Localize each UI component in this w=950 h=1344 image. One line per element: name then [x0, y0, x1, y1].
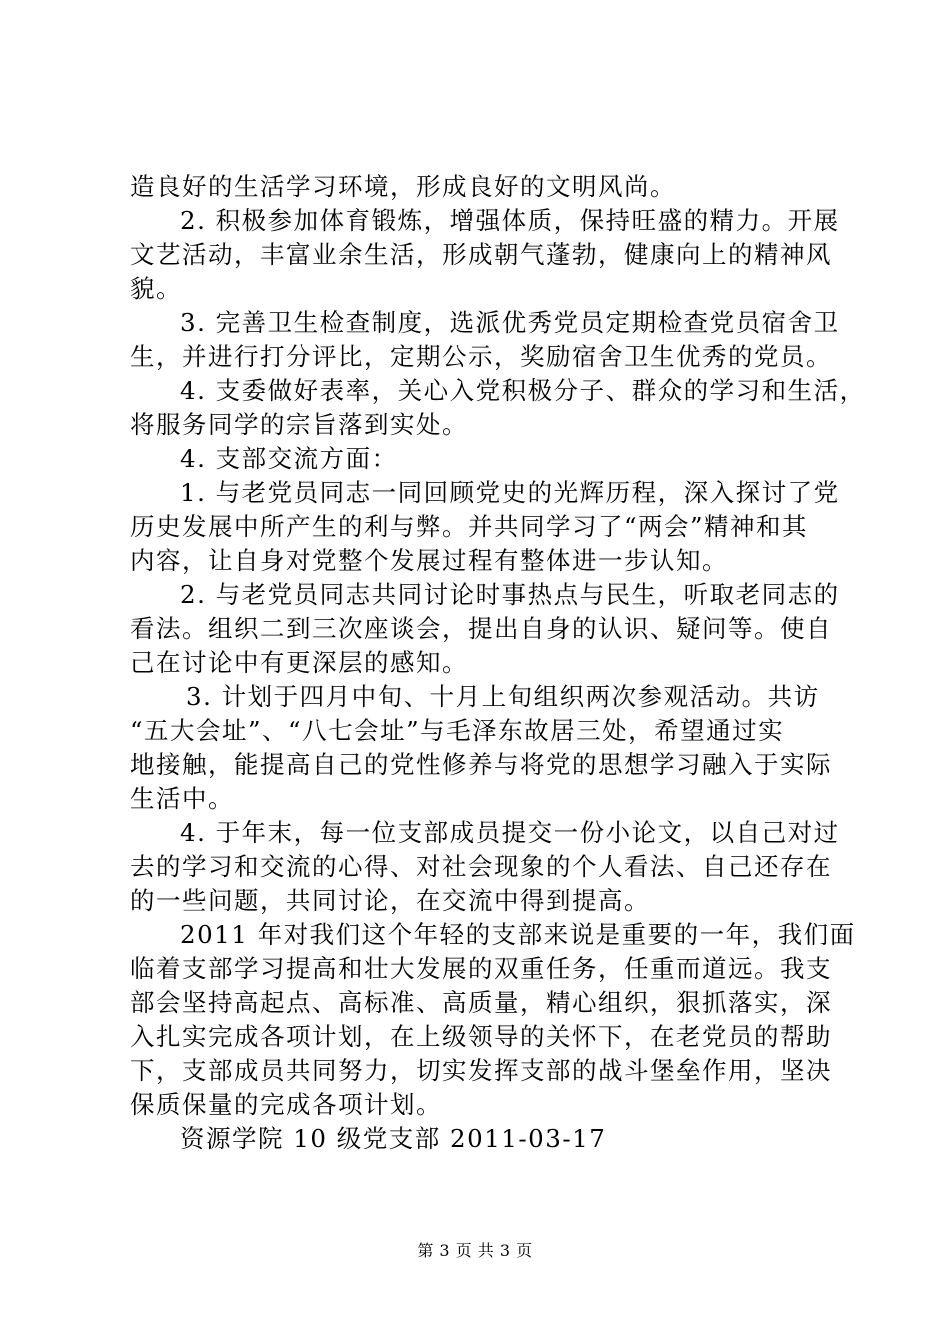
signature-line: 资源学院 10 级党支部 2011-03-17 — [180, 1124, 607, 1153]
text-line: 2. 积极参加体育锻炼，增强体质，保持旺盛的精力。开展 — [180, 206, 840, 235]
text-line: 造良好的生活学习环境，形成良好的文明风尚。 — [130, 172, 676, 201]
text-line: 3. 完善卫生检查制度，选派优秀党员定期检查党员宿舍卫 — [180, 308, 840, 337]
text-line: 看法。组织二到三次座谈会，提出自身的认识、疑问等。使自 — [130, 614, 832, 643]
document-body — [130, 170, 866, 1156]
text-line: 貌。 — [130, 274, 182, 303]
text-line: 部会坚持高起点、高标准、高质量，精心组织，狠抓落实，深 — [130, 988, 832, 1017]
text-line: 1. 与老党员同志一同回顾党史的光辉历程，深入探讨了党 — [180, 478, 840, 507]
text-line: 3. 计划于四月中旬、十月上旬组织两次参观活动。共访 — [186, 682, 820, 711]
text-line: 历史发展中所产生的利与弊。并共同学习了“两会”精神和其 — [130, 512, 809, 541]
text-line: 地接触，能提高自己的党性修养与将党的思想学习融入于实际 — [130, 750, 832, 779]
text-line: 临着支部学习提高和壮大发展的双重任务，任重而道远。我支 — [130, 954, 832, 983]
text-line: 己在讨论中有更深层的感知。 — [130, 648, 468, 677]
text-line: 4. 于年末，每一位支部成员提交一份小论文，以自己对过 — [180, 818, 840, 847]
text-line: 入扎实完成各项计划，在上级领导的关怀下，在老党员的帮助 — [130, 1022, 832, 1051]
text-line: 将服务同学的宗旨落到实处。 — [130, 410, 468, 439]
text-line: 2. 与老党员同志共同讨论时事热点与民生，听取老同志的 — [180, 580, 840, 609]
text-line: 去的学习和交流的心得、对社会现象的个人看法、自己还存在 — [130, 852, 832, 881]
text-line: 生活中。 — [130, 784, 234, 813]
page-number-footer: 第 3 页 共 3 页 — [417, 1241, 533, 1260]
text-line: “五大会址”、“八七会址”与毛泽东故居三处，希望通过实 — [130, 716, 785, 745]
text-line: 内容，让自身对党整个发展过程有整体进一步认知。 — [130, 546, 728, 575]
text-line: 文艺活动，丰富业余生活，形成朝气蓬勃，健康向上的精神风 — [130, 240, 832, 269]
text-line: 2011 年对我们这个年轻的支部来说是重要的一年，我们面 — [180, 920, 856, 949]
section-heading: 4. 支部交流方面： — [180, 444, 398, 473]
text-line: 4. 支委做好表率，关心入党积极分子、群众的学习和生活， — [180, 376, 866, 405]
text-line: 生，并进行打分评比，定期公示，奖励宿舍卫生优秀的党员。 — [130, 342, 832, 371]
text-line: 下，支部成员共同努力，切实发挥支部的战斗堡垒作用，坚决 — [130, 1056, 832, 1085]
text-line: 保质保量的完成各项计划。 — [130, 1090, 442, 1119]
text-line: 的一些问题，共同讨论，在交流中得到提高。 — [130, 886, 650, 915]
